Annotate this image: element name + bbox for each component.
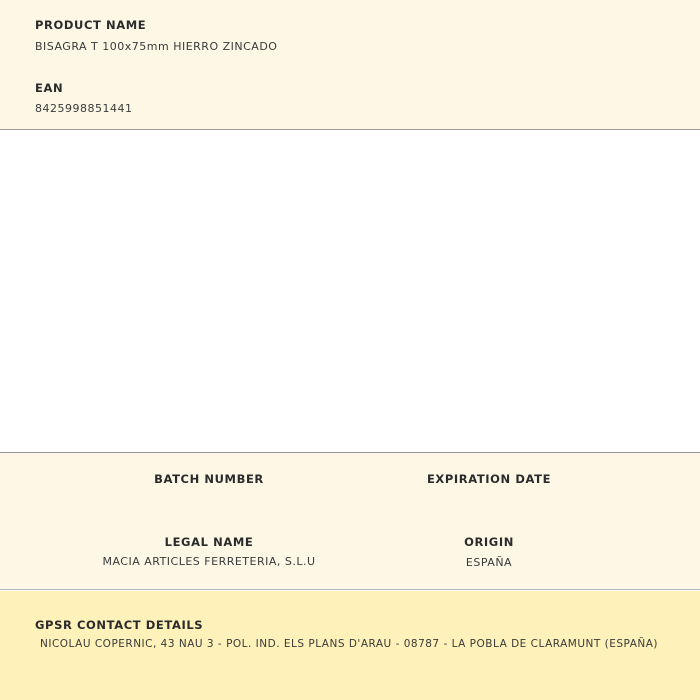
gpsr-contact-label: GPSR CONTACT DETAILS [35,618,204,632]
origin-label: ORIGIN [464,535,514,549]
blank-area [0,131,700,452]
expiration-date-label: EXPIRATION DATE [426,472,552,486]
product-name-value: BISAGRA T 100x75mm HIERRO ZINCADO [35,40,278,53]
ean-value: 8425998851441 [35,102,133,115]
batch-legal-section [0,452,700,590]
product-info-section [0,0,700,130]
origin-value: ESPAÑA [465,556,513,569]
gpsr-contact-section [0,591,700,700]
product-name-label: PRODUCT NAME [35,18,147,32]
gpsr-contact-value: NICOLAU COPERNIC, 43 NAU 3 - POL. IND. ELS PLANS D'ARAU - 08787 - LA POBLA DE CLARAMUNT (ESPAÑA) [40,638,659,650]
legal-name-value: MACIA ARTICLES FERRETERIA, S.L.U [102,555,316,568]
legal-name-label: LEGAL NAME [164,535,254,549]
batch-number-label: BATCH NUMBER [154,472,264,486]
ean-label: EAN [35,81,64,95]
